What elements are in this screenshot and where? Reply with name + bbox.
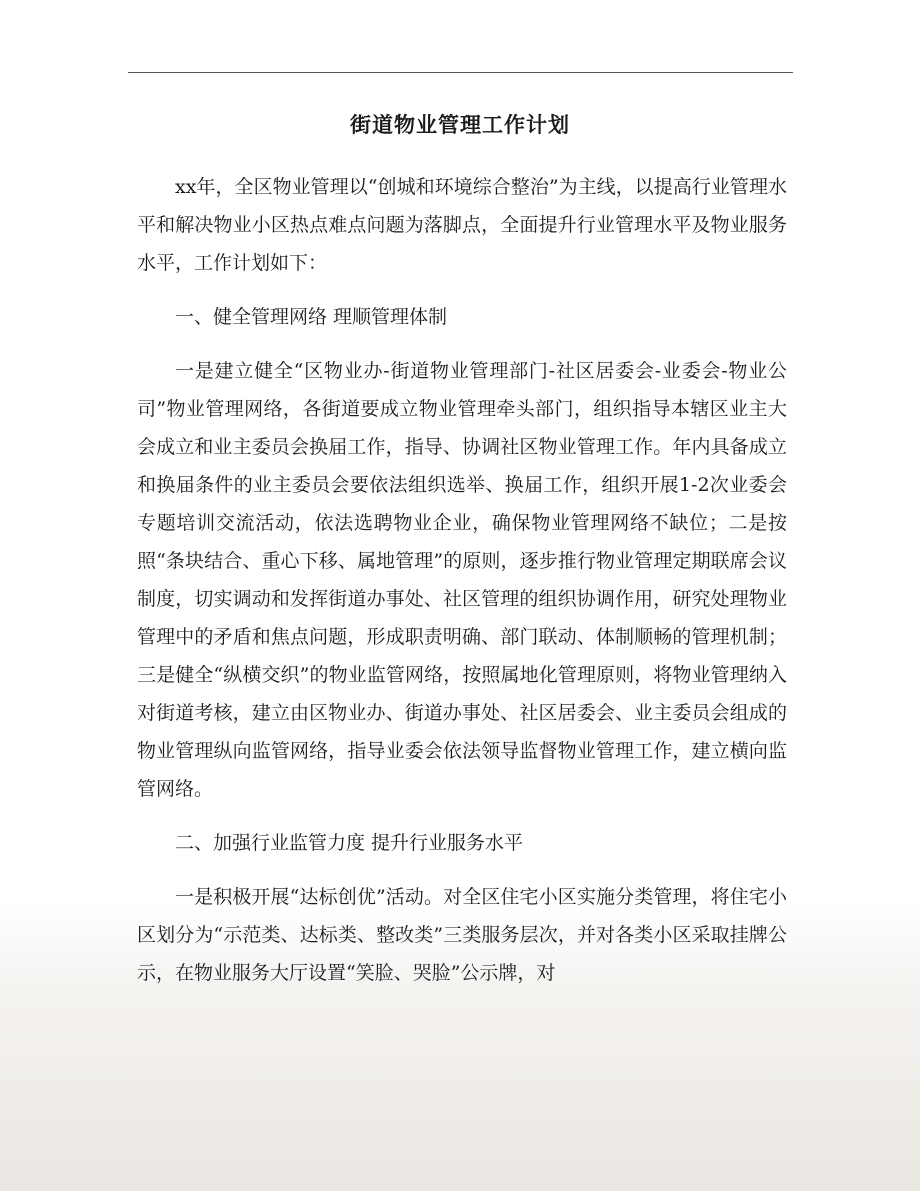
paragraph-gap [137, 862, 787, 878]
paragraph-gap [137, 336, 787, 352]
section-1-heading: 一、健全管理网络 理顺管理体制 [175, 306, 448, 328]
paragraph-gap [137, 282, 787, 298]
header-rule [128, 72, 793, 73]
intro-paragraph: xx年，全区物业管理以“创城和环境综合整治”为主线，以提高行业管理水平和解决物业小区热点难点问题为落脚点，全面提升行业管理水平及物业服务水平，工作计划如下： [137, 176, 787, 274]
section-2-heading: 二、加强行业监管力度 提升行业服务水平 [175, 832, 524, 854]
paragraph-gap [137, 808, 787, 824]
document-title: 街道物业管理工作计划 [350, 112, 570, 137]
document-body [137, 168, 787, 992]
section-1-paragraph: 一是建立健全“区物业办-街道物业管理部门-社区居委会-业委会-物业公司”物业管理网络，各街道要成立物业管理牵头部门，组织指导本辖区业主大会成立和业主委员会换届工作，指导、协调社区物业管理工作。年内具备成立和换届条件的业主委员会要依法组织选举、换届工作，组织开展1-2次业委会专题培训交流活动，依法选聘物业企业，确保物业管理网络不缺位；二是按照“条块结合、重心下移、属地管理”的原则，逐步推行物业管理定期联席会议制度，切实调动和发挥街道办事处、社区管理的组织协调作用，研究处理物业管理中的矛盾和焦点问题，形成职责明确、部门联动、体制顺畅的管理机制；三是健全“纵横交织”的物业监管网络，按照属地化管理原则，将物业管理纳入对街道考核，建立由区物业办、街道办事处、社区居委会、业主委员会组成的物业管理纵向监管网络，指导业委会依法领导监督物业管理工作，建立横向监管网络。 [137, 360, 787, 800]
section-2-paragraph: 一是积极开展“达标创优”活动。对全区住宅小区实施分类管理，将住宅小区划分为“示范类、达标类、整改类”三类服务层次，并对各类小区采取挂牌公示，在物业服务大厅设置“笑脸、哭脸”公示牌，对 [137, 886, 787, 984]
